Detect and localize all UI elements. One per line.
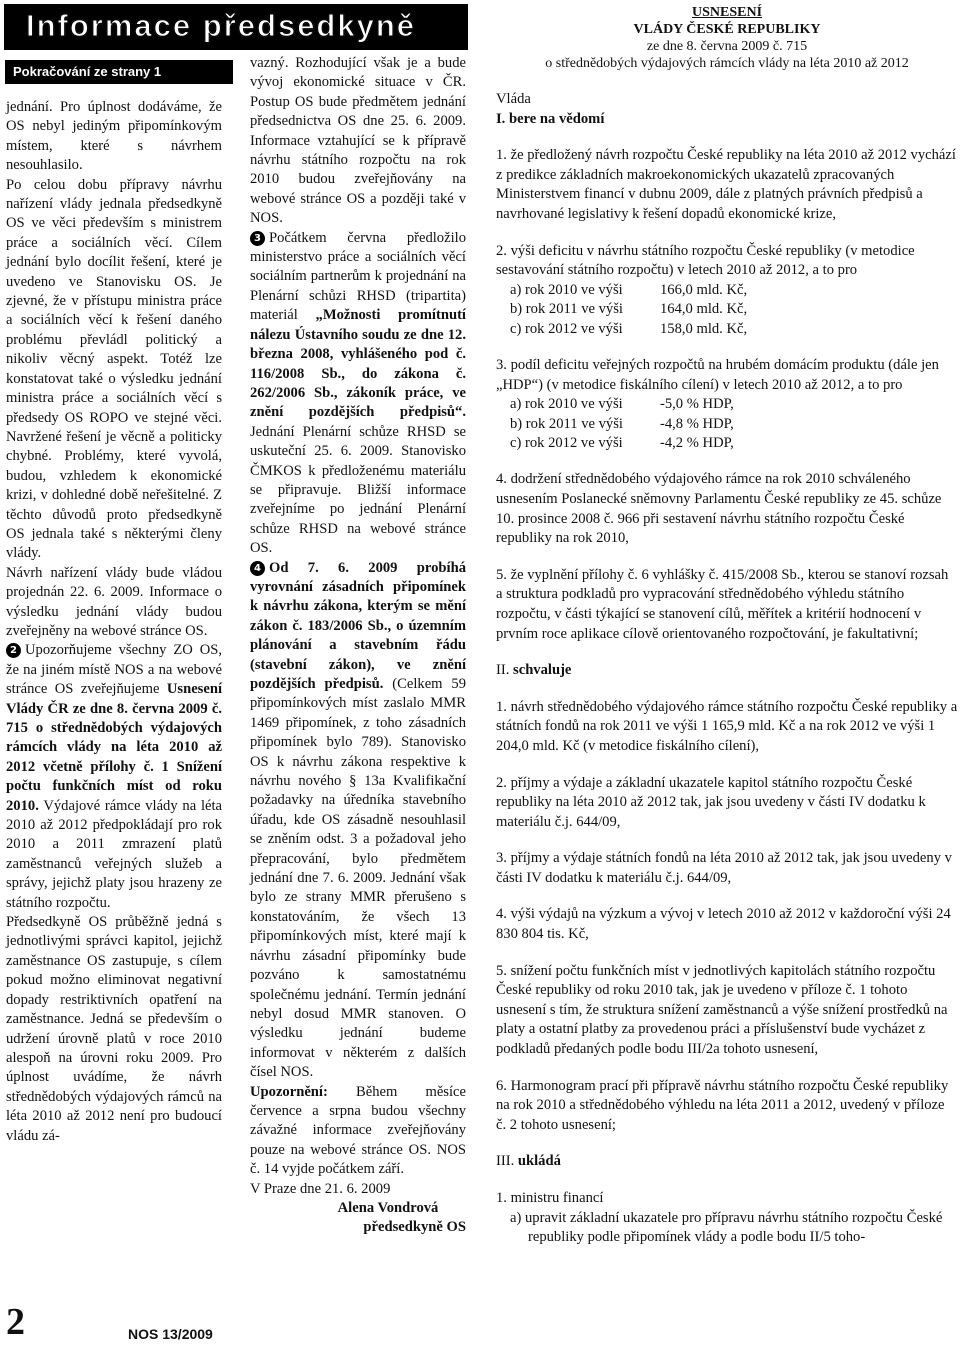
- amount-row: [496, 300, 958, 319]
- list-item: 2. příjmy a výdaje a základní ukazatele kapitol státního rozpočtu České republiky na léta 2010 až 2012 tak, jak jsou uvedeny v části IV dodatku k materiálu č.j. 644/09,: [496, 774, 926, 830]
- paragraph: 4 Od 7. 6. 2009 probíhá vyrovnání zásadních připomínek k návrhu zákona, kterým se mění zákon č. 183/2006 Sb., o územním plánování a stavebním řádu (stavební zákon), ve znění pozdějších předpisů. (Celkem 59 připomínkových míst zaslalo MMR 1469 připomínek, z toho zásadních připomínek bylo 789). Stanovisko OS k návrhu zákona respektive k návrhu nového § 13a Kvalifikační požadavky na úředníka stavebního úřadu, kde OS zásadně nesouhlasil se zněním odst. 3 a požadoval jeho přepracování, bylo předmětem jednání dne 7. 6. 2009. Jednání však bylo ze strany MMR přerušeno s konstatováním, že všech 13 připomínkových míst, které mají k návrhu zásadní připomínky bude pozváno k samostatnému společnému jednání. Termín jednání nebyl dosud MMR stanoven. O výsledku jednání budeme informovat v některém z dalších čísel NOS.: [250, 559, 466, 1081]
- paragraph: Upozornění: Během měsíce července a srpna budou všechny závažné informace zveřejňovány pouze na webové stránce OS. NOS č. 14 vyjde počátkem září.: [250, 1083, 466, 1178]
- list-item: 3. podíl deficitu veřejných rozpočtů na hrubém domácím produktu (dále jen „HDP“) (v metodice fiskálního cílení) v letech 2010 až 2012, a to pro: [496, 356, 939, 393]
- list-item: 1. návrh střednědobého výdajového rámce státního rozpočtu České republiky a státních fondů na rok 2011 ve výši 1 165,9 mld. Kč a na rok 2012 ve výši 1 204,0 mld. Kč (v metodice fiskálního cílení),: [496, 698, 958, 754]
- list-item: 1. ministru financí: [496, 1190, 604, 1206]
- amount-row: [496, 395, 958, 414]
- amount-value: -4,8 % HDP,: [660, 415, 734, 432]
- issue-label: NOS 13/2009: [128, 1326, 213, 1342]
- column-2: [250, 54, 466, 1238]
- number-4-icon: 4: [250, 561, 265, 576]
- amount-value: -4,2 % HDP,: [660, 434, 734, 451]
- resolution-issuer: VLÁDY ČESKÉ REPUBLIKY: [633, 22, 821, 37]
- paragraph: Předsedkyně OS průběžně jedná s jednotlivými správci kapitol, jejichž zaměstnance OS zastupuje, s cílem pokud možno eliminovat negativní dopady restriktivních opatření na zaměstnance. Jedná se především o udržení úrovně platů v roce 2010 alespoň na úrovni roku 2009. Pro úplnost uvádíme, že návrh střednědobých výdajových rámců na léta 2010 až 2012 není pro budoucí vládu zá-: [6, 914, 222, 1144]
- date-line: V Praze dne 21. 6. 2009: [250, 1180, 391, 1197]
- amount-label: c) rok 2012 ve výši: [510, 320, 623, 337]
- list-item: 5. že vyplnění přílohy č. 6 vyhlášky č. 415/2008 Sb., kterou se stanoví rozsah a struktura podkladů pro vypracování střednědobého výhledu státního rozpočtu, v části týkající se stanovení cílů, měřítek a kritérií hodnocení v prvním roce aplikace cílově orientovaného rozpočtování, je fakultativní;: [496, 566, 949, 642]
- paragraph: 2 Upozorňujeme všechny ZO OS, že na jiném místě NOS a na webové stránce OS zveřejňujeme Usnesení Vlády ČR ze dne 8. června 2009 č. 715 o střednědobých výdajových rámcích vlády na léta 2010 až 2012 včetně přílohy č. 1 Snížení počtu funkčních míst od roku 2010. Výdajové rámce vlády na léta 2010 až 2012 předpokládají pro rok 2010 a 2011 zmrazení platů zaměstnanců veřejných služeb a správy, jejichž platy jsou hrazeny ze státního rozpočtu.: [6, 642, 223, 911]
- vlada-label: Vláda: [496, 91, 531, 107]
- list-item: 1. že předložený návrh rozpočtu České republiky na léta 2010 až 2012 vychází z predikce základních makroekonomických ukazatelů zpracovaných Ministerstvem financí v dubnu 2009, dále z platných právních předpisů a navrhované legislativy k řešení dopadů ekonomické krize,: [496, 147, 956, 222]
- list-item: 5. snížení počtu funkčních míst v jednotlivých kapitolách státního rozpočtu České republiky od roku 2010 tak, jak je uvedeno v příloze č. 1 tohoto usnesení s tím, že struktura snížení zaměstnanců a výše snížení prostředků na platy a ostatní platby za provedenou práci a příslušenství bude vycházet z podkladů předaných podle bodu III/2a tohoto usnesení,: [496, 962, 948, 1058]
- column-1: [6, 98, 222, 1146]
- paragraph: jednání. Pro úplnost dodáváme, že OS nebyl jediným připomínkovým místem, které s návrhem nesouhlasilo.: [6, 99, 222, 174]
- amount-label: c) rok 2012 ve výši: [510, 434, 623, 451]
- number-2-icon: 2: [6, 643, 21, 658]
- list-item: 4. výši výdajů na výzkum a vývoj v letech 2010 až 2012 v každoroční výši 24 830 804 tis. Kč,: [496, 906, 951, 943]
- list-item: a) upravit základní ukazatele pro přípravu návrhu státního rozpočtu České republiky podle připomínek vlády a podle bodu II/5 toho-: [510, 1209, 943, 1246]
- amount-value: 158,0 mld. Kč,: [660, 320, 748, 337]
- amount-list: [496, 395, 958, 453]
- column-3: [496, 4, 958, 1248]
- amount-row: [496, 434, 958, 453]
- amount-label: b) rok 2011 ve výši: [510, 301, 623, 318]
- amount-label: a) rok 2010 ve výši: [510, 281, 623, 298]
- amount-row: [496, 415, 958, 434]
- resolution-subject: o střednědobých výdajových rámcích vlády na léta 2010 až 2012: [545, 56, 909, 71]
- amount-value: 164,0 mld. Kč,: [660, 301, 748, 318]
- section-banner: [4, 4, 468, 50]
- signature-name: Alena Vondrová: [337, 1199, 439, 1216]
- amount-row: [496, 281, 958, 300]
- paragraph: vazný. Rozhodující však je a bude vývoj ekonomické situace v ČR. Postup OS bude předmětem jednání předsednictva OS dne 25. 6. 2009. Informace vztahující se k přípravě návrhu státního rozpočtu na rok 2010 budou zveřejňovány na webové stránce OS a později také v NOS.: [250, 55, 466, 227]
- banner-title: Informace předsedkyně: [26, 8, 417, 43]
- list-item: 3. příjmy a výdaje státních fondů na léta 2010 až 2012 tak, jak jsou uvedeny v části IV dodatku k materiálu č.j. 644/09,: [496, 850, 952, 886]
- amount-value: 166,0 mld. Kč,: [660, 281, 748, 298]
- section-heading: III. ukládá: [496, 1153, 561, 1170]
- resolution-title: USNESENÍ: [691, 5, 763, 20]
- page-number: 2: [6, 1301, 25, 1343]
- section-heading: I. bere na vědomí: [496, 110, 605, 127]
- paragraph: Návrh nařízení vlády bude vládou projednán 22. 6. 2009. Informace o výsledku jednání vlády budou zveřejněny na webové stránce OS.: [6, 564, 222, 639]
- amount-label: b) rok 2011 ve výši: [510, 415, 623, 432]
- amount-row: [496, 320, 958, 339]
- list-item: 6. Harmonogram prací při přípravě návrhu státního rozpočtu České republiky na rok 2010 a střednědobého výhledu na léta 2011 a 2012, uvedený v příloze č. 2 tohoto usnesení;: [496, 1077, 949, 1133]
- section-heading: II. schvaluje: [496, 662, 572, 679]
- number-3-icon: 3: [250, 231, 265, 246]
- paragraph: 3 Počátkem června předložilo ministerstvo práce a sociálních věcí sociálním partnerům k projednání na Plenární schůzi RHSD (tripartita) materiál „Možnosti promítnutí nálezu Ústavního soudu ze dne 12. března 2008, vyhlášeného pod č. 116/2008 Sb., do zákona č. 262/2006 Sb., zákoník práce, ve znění pozdějších předpisů“. Jednání Plenární schůze RHSD se uskuteční 25. 6. 2009. Stanovisko ČMKOS k předloženému materiálu se připravuje. Bližší informace zveřejníme po jednání Plenární schůze RHSD na webové stránce OS.: [250, 229, 466, 557]
- list-item: 2. výši deficitu v návrhu státního rozpočtu České republiky (v metodice sestavování státního rozpočtu) v letech 2010 až 2012, a to pro: [496, 242, 915, 279]
- resolution-date: ze dne 8. června 2009 č. 715: [646, 39, 808, 54]
- paragraph: Po celou dobu přípravy návrhu nařízení vlády jednala předsedkyně OS ve věci především s ministrem práce a sociálních věcí. Cílem jednání bylo docílit řešení, které je uvedeno ve Stanovisku OS. Je zjevné, že v přístupu ministra práce a sociálních věcí k řešení daného problému převládl politický a nikoliv věcný aspekt. Totéž lze konstatovat také o výsledku jednání ministra práce a sociálních věcí s předsedy OS ROPO ve stejné věci. Navržené řešení je věcně a politicky chybné. Problémy, které vyvolá, budou, vzhledem k ekonomické krizi, v dohledné době neřešitelné. Z těchto důvodů proto předsedkyně OS jednala také s některými členy vlády.: [6, 176, 222, 562]
- list-item: 4. dodržení střednědobého výdajového rámce na rok 2010 schváleného usnesením Poslanecké sněmovny Parlamentu České republiky ze 45. schůze 10. prosince 2008 č. 966 při sestavení návrhu státního rozpočtu České republiky na rok 2010,: [496, 471, 942, 547]
- signature-role: předsedkyně OS: [363, 1219, 466, 1236]
- continuation-label: Pokračování ze strany 1: [5, 60, 233, 84]
- amount-value: -5,0 % HDP,: [660, 396, 734, 413]
- amount-list: [496, 281, 958, 339]
- resolution-header: [496, 4, 958, 72]
- amount-label: a) rok 2010 ve výši: [510, 396, 623, 413]
